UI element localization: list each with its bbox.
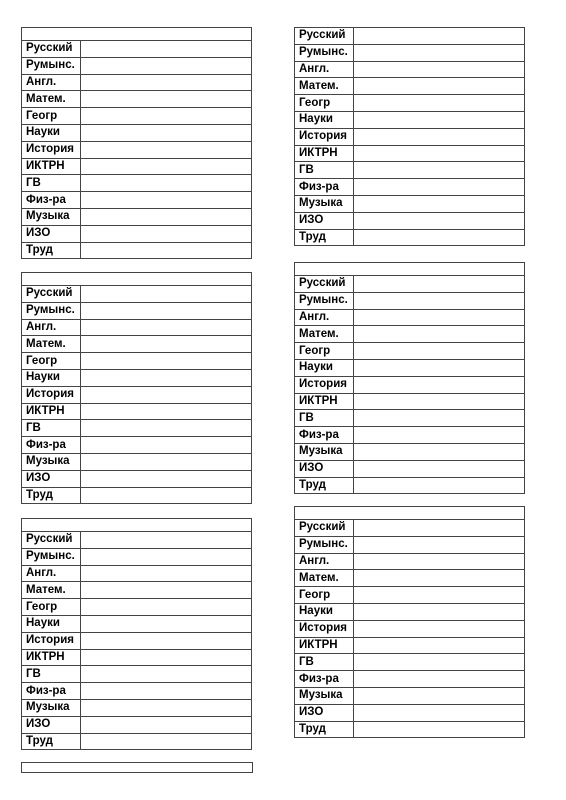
grade-cell[interactable] [354, 393, 525, 410]
table-row [295, 393, 525, 410]
subject-label: Румынс. [295, 536, 354, 553]
subject-label: Англ. [22, 319, 81, 336]
table-row [22, 141, 252, 158]
subject-label: Русский [295, 28, 354, 45]
grade-cell[interactable] [81, 632, 252, 649]
grade-cell[interactable] [354, 587, 525, 604]
table-row [295, 128, 525, 145]
table-row [22, 649, 252, 666]
table-row [295, 229, 525, 246]
table-row [22, 683, 252, 700]
grade-cell[interactable] [81, 158, 252, 175]
grade-cell[interactable] [354, 687, 525, 704]
grade-cell[interactable] [81, 716, 252, 733]
grade-cell[interactable] [354, 212, 525, 229]
table-row [295, 620, 525, 637]
subject-label: Русский [22, 532, 81, 549]
subject-label: ИЗО [22, 716, 81, 733]
subject-label: Англ. [295, 61, 354, 78]
grade-cell[interactable] [81, 74, 252, 91]
subject-label: Труд [295, 229, 354, 246]
subject-label: ГВ [22, 175, 81, 192]
subject-label: ГВ [295, 162, 354, 179]
grade-cell[interactable] [354, 111, 525, 128]
table-row [295, 212, 525, 229]
subject-label: Физ-ра [22, 683, 81, 700]
grade-cell[interactable] [81, 437, 252, 454]
subject-table [294, 262, 525, 494]
subject-label: Русский [22, 41, 81, 58]
subject-label: ИЗО [295, 212, 354, 229]
table-row [22, 192, 252, 209]
grade-cell[interactable] [81, 319, 252, 336]
subject-label: Науки [22, 124, 81, 141]
subject-label: ГВ [295, 654, 354, 671]
table-row [22, 532, 252, 549]
grade-cell[interactable] [354, 637, 525, 654]
table-row [295, 553, 525, 570]
grade-cell[interactable] [81, 666, 252, 683]
table-row [22, 74, 252, 91]
grade-cell[interactable] [354, 61, 525, 78]
grade-cell[interactable] [354, 376, 525, 393]
subject-label: Физ-ра [22, 437, 81, 454]
table-row [22, 108, 252, 125]
grade-cell[interactable] [81, 192, 252, 209]
grade-cell[interactable] [354, 553, 525, 570]
grade-cell[interactable] [81, 649, 252, 666]
subject-label: Англ. [295, 553, 354, 570]
table-row [295, 195, 525, 212]
subject-label: Музыка [22, 208, 81, 225]
table-row [22, 453, 252, 470]
grade-cell[interactable] [354, 570, 525, 587]
table-row [295, 721, 525, 738]
subject-label: Труд [22, 242, 81, 259]
grade-cell[interactable] [81, 353, 252, 370]
subject-table [21, 272, 252, 504]
subject-label: Труд [295, 721, 354, 738]
subject-label: Физ-ра [295, 427, 354, 444]
table-header-row [22, 519, 252, 532]
grade-cell[interactable] [81, 582, 252, 599]
table-row [295, 111, 525, 128]
table-row [295, 654, 525, 671]
subject-label: Физ-ра [295, 671, 354, 688]
table-row [22, 632, 252, 649]
table-row [22, 302, 252, 319]
subject-label: Геогр [22, 353, 81, 370]
table-row [295, 95, 525, 112]
grade-cell[interactable] [81, 453, 252, 470]
grade-cell[interactable] [354, 128, 525, 145]
grade-cell[interactable] [354, 95, 525, 112]
grade-cell[interactable] [81, 532, 252, 549]
table-row [22, 403, 252, 420]
table-row [295, 443, 525, 460]
table-row [295, 61, 525, 78]
subject-label: Русский [295, 520, 354, 537]
table-row [22, 470, 252, 487]
grade-cell[interactable] [81, 615, 252, 632]
table-header-row [22, 28, 252, 41]
table-row [295, 145, 525, 162]
subject-table [21, 518, 252, 750]
grade-cell[interactable] [81, 470, 252, 487]
subject-label: Румынс. [22, 302, 81, 319]
subject-label: ИЗО [295, 460, 354, 477]
table-row [22, 716, 252, 733]
subject-label: ГВ [295, 410, 354, 427]
table-row [295, 687, 525, 704]
table-row [295, 162, 525, 179]
grade-cell[interactable] [354, 162, 525, 179]
grade-cell[interactable] [81, 733, 252, 750]
table-row [295, 44, 525, 61]
header-cell[interactable] [295, 263, 525, 276]
grade-cell[interactable] [81, 175, 252, 192]
table-row [22, 319, 252, 336]
grade-cell[interactable] [81, 41, 252, 58]
table-row [295, 477, 525, 494]
grade-cell[interactable] [81, 57, 252, 74]
subject-table [21, 27, 252, 259]
header-cell[interactable] [295, 507, 525, 520]
grade-cell[interactable] [354, 28, 525, 45]
subject-table [294, 27, 525, 246]
table-row [22, 548, 252, 565]
subject-label: ИКТРН [22, 649, 81, 666]
subject-label: ГВ [22, 666, 81, 683]
grade-cell[interactable] [354, 276, 525, 293]
table-row [295, 359, 525, 376]
grade-cell[interactable] [354, 520, 525, 537]
subject-label: Музыка [295, 687, 354, 704]
subject-label: Румынс. [22, 57, 81, 74]
subject-label: Матем. [22, 91, 81, 108]
table-row [22, 699, 252, 716]
subject-label: Англ. [22, 565, 81, 582]
subject-label: Матем. [22, 582, 81, 599]
partial-table-header [21, 762, 253, 773]
table-row [295, 326, 525, 343]
table-header-row [295, 507, 525, 520]
table-row [22, 487, 252, 504]
grade-cell[interactable] [354, 477, 525, 494]
table-row [22, 41, 252, 58]
subject-label: Труд [22, 487, 81, 504]
subject-label: Музыка [22, 699, 81, 716]
subject-label: Физ-ра [295, 179, 354, 196]
grade-cell[interactable] [354, 410, 525, 427]
table-row [22, 124, 252, 141]
grade-cell[interactable] [354, 195, 525, 212]
grade-cell[interactable] [354, 603, 525, 620]
subject-label: Музыка [295, 443, 354, 460]
subject-label: Труд [295, 477, 354, 494]
table-row [295, 309, 525, 326]
grade-cell[interactable] [354, 229, 525, 246]
grade-cell[interactable] [81, 369, 252, 386]
grade-cell[interactable] [81, 225, 252, 242]
table-row [22, 733, 252, 750]
subject-label: История [22, 386, 81, 403]
table-row [295, 704, 525, 721]
grade-cell[interactable] [354, 704, 525, 721]
subject-label: ИЗО [295, 704, 354, 721]
grade-cell[interactable] [81, 386, 252, 403]
table-header-row [22, 273, 252, 286]
table-row [295, 292, 525, 309]
grade-cell[interactable] [354, 309, 525, 326]
table-row [22, 437, 252, 454]
subject-label: Геогр [22, 599, 81, 616]
subject-label: История [295, 376, 354, 393]
subject-label: Музыка [295, 195, 354, 212]
table-row [22, 158, 252, 175]
table-row [22, 565, 252, 582]
table-header-row [295, 263, 525, 276]
grade-cell[interactable] [354, 671, 525, 688]
grade-cell[interactable] [81, 208, 252, 225]
subject-label: История [22, 141, 81, 158]
header-cell[interactable] [22, 519, 252, 532]
grade-cell[interactable] [81, 548, 252, 565]
table-row [295, 637, 525, 654]
subject-label: ИЗО [22, 470, 81, 487]
subject-label: История [22, 632, 81, 649]
table-row [22, 386, 252, 403]
grade-cell[interactable] [81, 599, 252, 616]
subject-label: ИКТРН [295, 393, 354, 410]
subject-label: Науки [295, 603, 354, 620]
subject-label: Труд [22, 733, 81, 750]
table-row [22, 225, 252, 242]
grade-cell[interactable] [354, 44, 525, 61]
subject-label: ИКТРН [295, 637, 354, 654]
table-row [22, 208, 252, 225]
subject-label: ГВ [22, 420, 81, 437]
grade-cell[interactable] [354, 145, 525, 162]
subject-label: Науки [295, 111, 354, 128]
table-row [295, 28, 525, 45]
table-row [22, 599, 252, 616]
grade-cell[interactable] [81, 699, 252, 716]
table-row [295, 410, 525, 427]
grade-cell[interactable] [354, 721, 525, 738]
grade-cell[interactable] [354, 343, 525, 360]
subject-label: Музыка [22, 453, 81, 470]
grade-cell[interactable] [81, 108, 252, 125]
subject-label: ИКТРН [22, 403, 81, 420]
table-row [295, 570, 525, 587]
subject-label: ИКТРН [22, 158, 81, 175]
grade-cell[interactable] [354, 78, 525, 95]
table-row [22, 666, 252, 683]
table-row [22, 57, 252, 74]
subject-label: Русский [295, 276, 354, 293]
table-row [22, 336, 252, 353]
table-row [295, 536, 525, 553]
subject-label: Науки [22, 369, 81, 386]
grade-cell[interactable] [81, 286, 252, 303]
table-row [22, 286, 252, 303]
grade-cell[interactable] [354, 179, 525, 196]
subject-label: Геогр [295, 587, 354, 604]
header-cell[interactable] [22, 28, 252, 41]
table-row [22, 369, 252, 386]
subject-label: Матем. [295, 78, 354, 95]
table-row [22, 420, 252, 437]
grade-cell[interactable] [81, 141, 252, 158]
subject-label: Геогр [295, 95, 354, 112]
subject-label: Румынс. [22, 548, 81, 565]
table-row [295, 671, 525, 688]
grade-cell[interactable] [354, 620, 525, 637]
subject-label: ИЗО [22, 225, 81, 242]
table-row [22, 242, 252, 259]
grade-cell[interactable] [81, 242, 252, 259]
grade-cell[interactable] [354, 654, 525, 671]
table-row [22, 615, 252, 632]
grade-cell[interactable] [354, 460, 525, 477]
grade-cell[interactable] [81, 420, 252, 437]
grade-cell[interactable] [354, 292, 525, 309]
subject-label: Науки [22, 615, 81, 632]
subject-label: Русский [22, 286, 81, 303]
table-row [295, 179, 525, 196]
header-cell[interactable] [22, 273, 252, 286]
subject-label: Физ-ра [22, 192, 81, 209]
table-row [295, 78, 525, 95]
grade-cell[interactable] [81, 91, 252, 108]
grade-cell[interactable] [81, 683, 252, 700]
grade-cell[interactable] [354, 536, 525, 553]
grade-cell[interactable] [81, 403, 252, 420]
table-row [22, 91, 252, 108]
table-row [295, 343, 525, 360]
subject-label: История [295, 128, 354, 145]
table-row [22, 353, 252, 370]
subject-table [294, 506, 525, 738]
grade-cell[interactable] [354, 326, 525, 343]
grade-cell[interactable] [81, 336, 252, 353]
subject-label: Румынс. [295, 44, 354, 61]
subject-label: Англ. [22, 74, 81, 91]
subject-label: Науки [295, 359, 354, 376]
subject-label: Геогр [22, 108, 81, 125]
table-row [295, 587, 525, 604]
grade-cell[interactable] [81, 124, 252, 141]
grade-cell[interactable] [81, 487, 252, 504]
grade-cell[interactable] [354, 443, 525, 460]
table-row [295, 520, 525, 537]
subject-label: Геогр [295, 343, 354, 360]
subject-label: Матем. [295, 326, 354, 343]
table-row [295, 427, 525, 444]
grade-cell[interactable] [354, 359, 525, 376]
subject-label: Англ. [295, 309, 354, 326]
grade-cell[interactable] [354, 427, 525, 444]
subject-label: Матем. [295, 570, 354, 587]
subject-label: ИКТРН [295, 145, 354, 162]
table-row [295, 460, 525, 477]
table-row [22, 175, 252, 192]
table-row [295, 603, 525, 620]
subject-label: Румынс. [295, 292, 354, 309]
grade-cell[interactable] [81, 302, 252, 319]
grade-cell[interactable] [81, 565, 252, 582]
table-row [295, 276, 525, 293]
subject-label: История [295, 620, 354, 637]
subject-label: Матем. [22, 336, 81, 353]
table-row [22, 582, 252, 599]
table-row [295, 376, 525, 393]
